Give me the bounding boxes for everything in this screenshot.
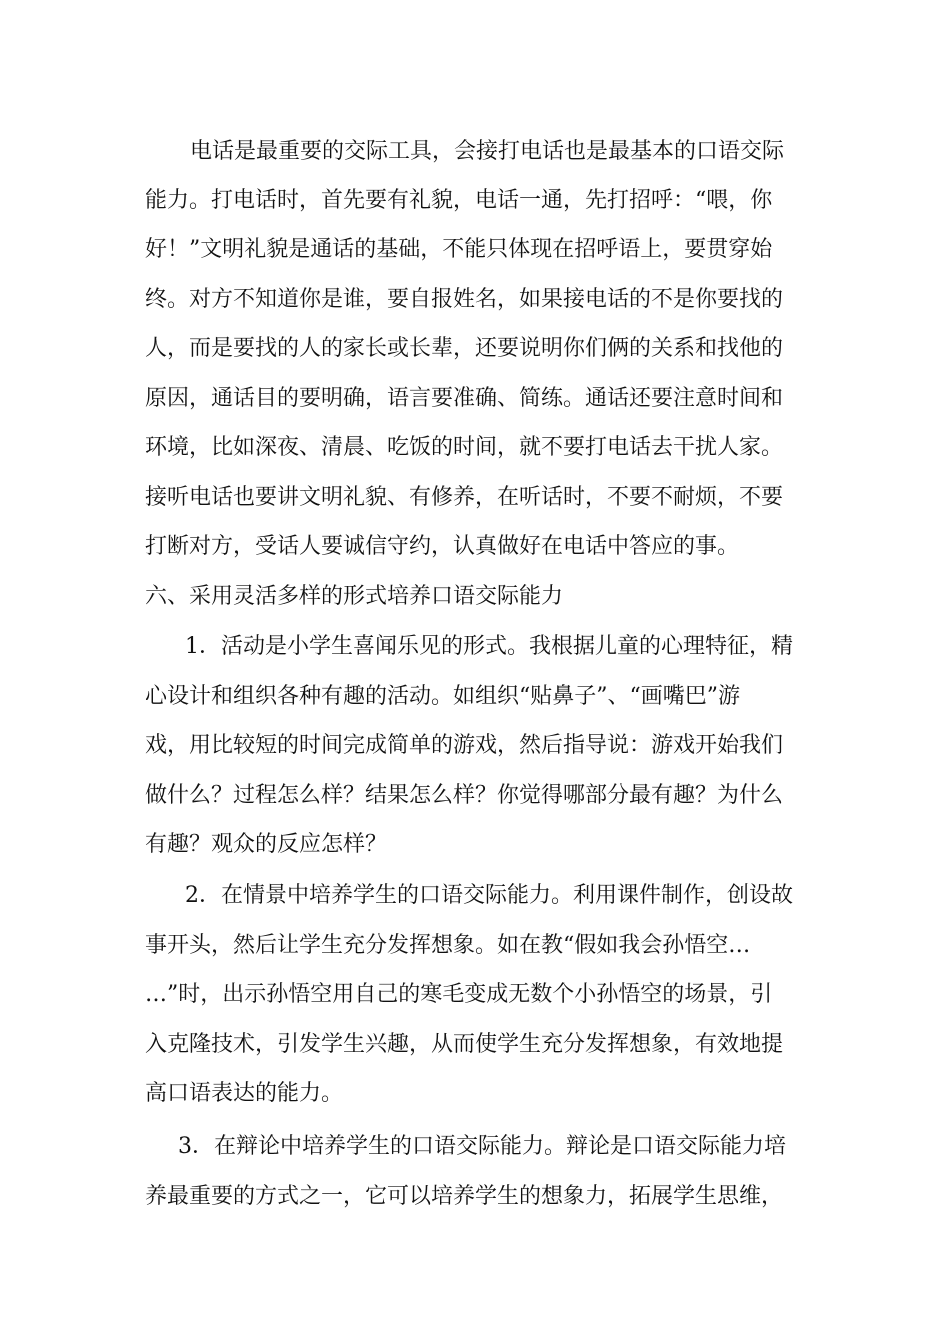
paragraph-line: 2．在情景中培养学生的口语交际能力。利用课件制作，创设故 <box>185 883 793 908</box>
paragraph-line: 能力。打电话时，首先要有礼貌，电话一通，先打招呼：“喂，你 <box>145 188 773 213</box>
paragraph-line: 做什么？过程怎么样？结果怎么样？你觉得哪部分最有趣？为什么 <box>145 783 784 808</box>
paragraph-line: 终。对方不知道你是谁，要自报姓名，如果接电话的不是你要找的 <box>145 287 784 312</box>
paragraph-line: 好！”文明礼貌是通话的基础，不能只体现在招呼语上，要贯穿始 <box>145 237 773 262</box>
paragraph-line: 有趣？观众的反应怎样？ <box>145 832 388 857</box>
paragraph-line: 养最重要的方式之一，它可以培养学生的想象力，拓展学生思维， <box>145 1184 784 1209</box>
paragraph-line: 戏，用比较短的时间完成简单的游戏，然后指导说：游戏开始我们 <box>145 733 784 758</box>
paragraph-line: 打断对方，受话人要诚信守约，认真做好在电话中答应的事。 <box>145 534 740 559</box>
paragraph-line: 高口语表达的能力。 <box>145 1081 344 1106</box>
paragraph-line: 心设计和组织各种有趣的活动。如组织“贴鼻子”、“画嘴巴”游 <box>145 684 740 709</box>
paragraph-line: 入克隆技术，引发学生兴趣，从而使学生充分发挥想象，有效地提 <box>145 1032 784 1057</box>
paragraph-line: 人，而是要找的人的家长或长辈，还要说明你们俩的关系和找他的 <box>145 336 784 361</box>
section-heading: 六、采用灵活多样的形式培养口语交际能力 <box>145 584 564 609</box>
paragraph-line: 环境，比如深夜、清晨、吃饭的时间，就不要打电话去干扰人家。 <box>145 435 784 460</box>
paragraph-line: 事开头，然后让学生充分发挥想象。如在教“假如我会孙悟空… <box>145 933 751 958</box>
paragraph-line: …”时，出示孙悟空用自己的寒毛变成无数个小孙悟空的场景，引 <box>145 982 773 1007</box>
paragraph-line: 3．在辩论中培养学生的口语交际能力。辩论是口语交际能力培 <box>178 1134 786 1159</box>
paragraph-line: 电话是最重要的交际工具，会接打电话也是最基本的口语交际 <box>190 139 785 164</box>
paragraph-line: 1．活动是小学生喜闻乐见的形式。我根据儿童的心理特征，精 <box>185 634 793 659</box>
paragraph-line: 原因，通话目的要明确，语言要准确、简练。通话还要注意时间和 <box>145 386 784 411</box>
paragraph-line: 接听电话也要讲文明礼貌、有修养，在听话时，不要不耐烦，不要 <box>145 485 784 510</box>
